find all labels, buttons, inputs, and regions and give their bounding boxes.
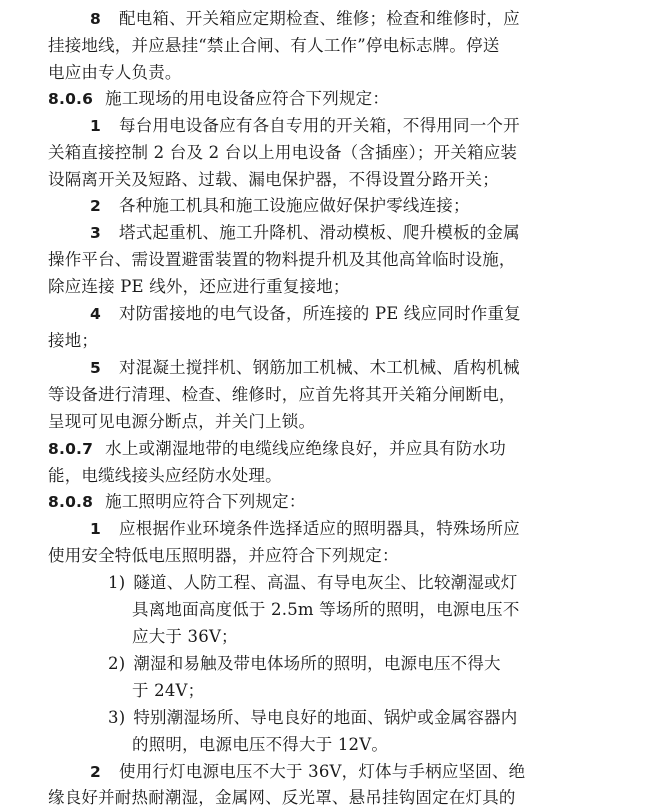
text-line: 设隔离开关及短路、过载、漏电保护器，不得设置分路开关； [48,170,499,189]
text-line: 5 对混凝土搅拌机、钢筋加工机械、木工机械、盾构机械 [90,358,520,377]
text-line: 接地； [48,331,99,350]
text-line: 2) 潮湿和易触及带电体场所的照明，电源电压不得大 [108,654,501,673]
section-heading-8-0-8: 8.0.8 施工照明应符合下列规定： [48,492,306,511]
text-line: 3) 特别潮湿场所、导电良好的地面、锅炉或金属容器内 [108,708,518,727]
text-line: 1 每台用电设备应有各自专用的开关箱，不得用同一个开 [90,116,520,135]
section-heading-8-0-7: 8.0.7 水上或潮湿地带的电缆线应绝缘良好，并应具有防水功 [48,439,506,458]
text-line: 呈现可见电源分断点，并关门上锁。 [48,412,316,431]
text-line: 挂接地线，并应悬挂“禁止合闸、有人工作”停电标志牌。停送 [48,36,500,55]
text-line: 3 塔式起重机、施工升降机、滑动模板、爬升模板的金属 [90,223,520,242]
section-heading-8-0-6: 8.0.6 施工现场的用电设备应符合下列规定： [48,89,390,108]
text-line: 于 24V； [132,681,205,700]
text-line: 具离地面高度低于 2.5m 等场所的照明，电源电压不 [132,600,520,619]
text-line: 能，电缆线接头应经防水处理。 [48,466,282,485]
text-line: 应大于 36V； [132,627,238,646]
text-line: 等设备进行清理、检查、维修时，应首先将其开关箱分闸断电， [48,385,516,404]
text-line: 4 对防雷接地的电气设备，所连接的 PE 线应同时作重复 [90,304,521,323]
text-line: 关箱直接控制 2 台及 2 台以上用电设备（含插座）；开关箱应装 [48,143,518,162]
text-line: 2 使用行灯电源电压不大于 36V，灯体与手柄应坚固、绝 [90,762,526,781]
text-line: 操作平台、需设置避雷装置的物料提升机及其他高耸临时设施， [48,250,516,269]
text-line: 缘良好并耐热耐潮湿，金属网、反光罩、悬吊挂钩固定在灯具的 [48,788,516,807]
text-line: 1) 隧道、人防工程、高温、有导电灰尘、比较潮湿或灯 [108,573,518,592]
text-line: 8 配电箱、开关箱应定期检查、维修；检查和维修时，应 [90,9,520,28]
text-line: 使用安全特低电压照明器，并应符合下列规定： [48,546,399,565]
text-line: 电应由专人负责。 [48,63,182,82]
text-line: 2 各种施工机具和施工设施应做好保护零线连接； [90,196,470,215]
text-line: 除应连接 PE 线外，还应进行重复接地； [48,277,350,296]
text-line: 1 应根据作业环境条件选择适应的照明器具，特殊场所应 [90,519,520,538]
text-line: 的照明，电源电压不得大于 12V。 [132,735,389,754]
